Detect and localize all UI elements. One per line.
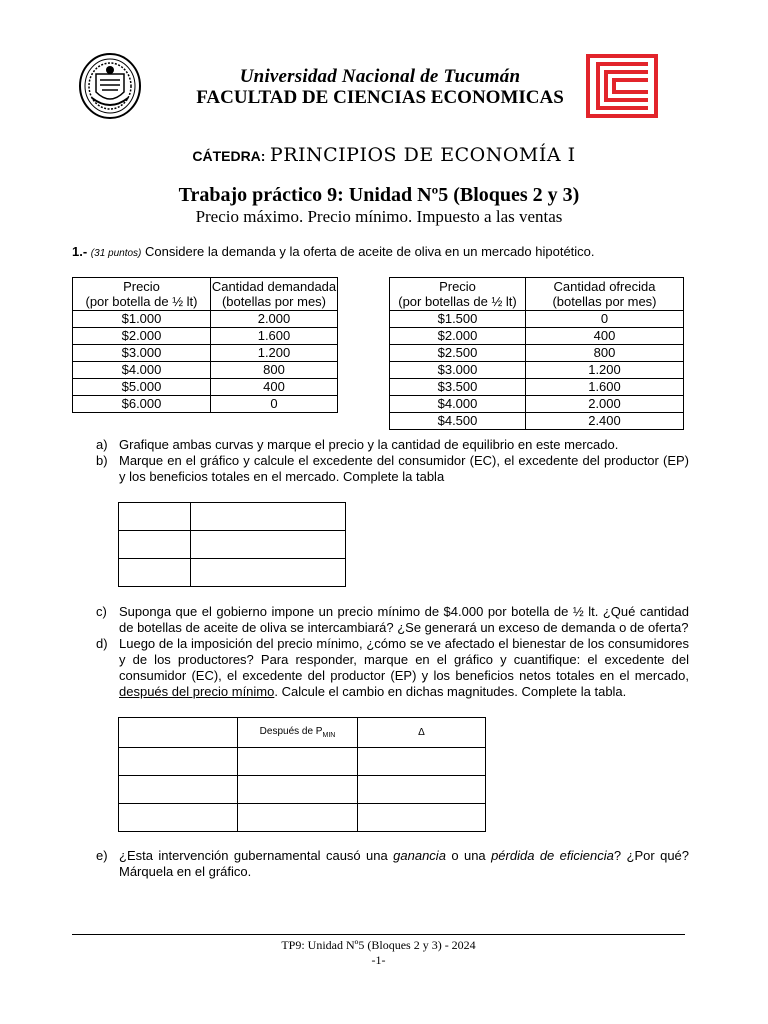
demand-header-price-text: Precio (por botella de ½ lt) (85, 279, 198, 309)
item-letter: c) (96, 604, 107, 619)
after-header-sub: MIN (322, 732, 336, 739)
table-cell: $5.000 (73, 379, 211, 396)
table-cell: 400 (526, 328, 684, 345)
table-row (390, 379, 684, 396)
table-cell[interactable] (119, 503, 191, 531)
table-cell[interactable] (238, 748, 358, 776)
table-cell[interactable] (238, 776, 358, 804)
table-cell[interactable] (119, 718, 238, 748)
table-cell: $4.000 (390, 396, 526, 413)
table-cell: 1.200 (211, 345, 338, 362)
table-cell: $3.500 (390, 379, 526, 396)
faculty-name: FACULTAD DE CIENCIAS ECONOMICAS (196, 87, 564, 108)
table-cell: $3.000 (73, 345, 211, 362)
table-cell: $2.000 (73, 328, 211, 345)
table-row (119, 718, 486, 748)
item-letter: e) (96, 848, 108, 863)
table-row (390, 362, 684, 379)
demand-header-qty-text: Cantidad demandada (botellas por mes) (211, 279, 337, 309)
table-cell: $1.000 (73, 311, 211, 328)
item-text (119, 636, 689, 700)
item-e-text-2: o una (445, 848, 492, 863)
table-row (73, 379, 338, 396)
table-cell: $2.000 (390, 328, 526, 345)
item-e-text-3: ? ¿Por qué? Márquela en el gráfico. (119, 848, 690, 879)
table-cell: 1.600 (211, 328, 338, 345)
question-number: 1.- (72, 244, 88, 259)
table-row (119, 531, 346, 559)
university-name: Universidad Nacional de Tucumán (239, 66, 521, 87)
table-cell: 2.000 (211, 311, 338, 328)
table-row (73, 328, 338, 345)
item-b (96, 453, 689, 484)
delta-header: Δ (358, 718, 486, 748)
table-cell[interactable] (119, 776, 238, 804)
item-e-italic-2: pérdida de eficiencia (491, 848, 614, 863)
table-cell: 800 (526, 345, 684, 362)
table-row (119, 776, 486, 804)
page-number: -1- (371, 953, 386, 967)
table-cell[interactable] (119, 531, 191, 559)
table-cell[interactable] (119, 804, 238, 832)
item-text (119, 848, 689, 880)
item-d-text-after: . Calcule el cambio en dichas magnitudes. Complete la tabla. (274, 684, 627, 699)
item-letter: a) (96, 437, 108, 452)
table-cell: 0 (211, 396, 338, 413)
supply-header-qty (526, 278, 684, 311)
catedra-name: PRINCIPIOS DE ECONOMÍA I (269, 144, 576, 166)
item-letter: b) (96, 453, 108, 468)
after-header-text: Después de P (259, 726, 323, 737)
table-row (73, 311, 338, 328)
table-row (73, 396, 338, 413)
page-title: Trabajo práctico 9: Unidad Nº5 (Bloques 2 y 3) (178, 184, 580, 206)
table-cell[interactable] (119, 559, 191, 587)
table-cell[interactable] (119, 748, 238, 776)
table-cell: $3.000 (390, 362, 526, 379)
supply-table (389, 277, 684, 430)
table-cell[interactable] (191, 531, 346, 559)
surplus-table (118, 502, 346, 587)
university-seal-icon (78, 52, 142, 120)
table-row (119, 559, 346, 587)
item-d (96, 636, 689, 699)
item-text: Marque en el gráfico y calcule el excedente del consumidor (EC), el excedente del productor (EP) y los beneficios totales en el mercado. Complete la tabla (119, 453, 689, 484)
footer-divider (72, 934, 685, 935)
supply-header-price-text: Precio (por botellas de ½ lt) (398, 279, 517, 309)
table-cell: 800 (211, 362, 338, 379)
faculty-logo-icon (586, 54, 658, 118)
table-cell: 0 (526, 311, 684, 328)
table-cell: $4.500 (390, 413, 526, 430)
table-cell[interactable] (191, 503, 346, 531)
table-row (119, 503, 346, 531)
table-cell[interactable] (191, 559, 346, 587)
table-row (390, 396, 684, 413)
demand-header-price (73, 278, 211, 311)
item-d-text-before: Luego de la imposición del precio mínimo, ¿cómo se ve afectado el bienestar de los consumidores y de los productores? Para responder, marque en el gráfico y cuantifique: el excedente del consumidor (EC), el excedente del productor (EP) y los beneficios netos totales en el mercado, (119, 636, 689, 683)
table-row (119, 804, 486, 832)
question-text: Considere la demanda y la oferta de aceite de oliva en un mercado hipotético. (145, 244, 595, 259)
table-row (390, 311, 684, 328)
catedra-line (0, 144, 768, 166)
item-a (96, 437, 619, 453)
table-cell: 2.000 (526, 396, 684, 413)
table-cell: $4.000 (73, 362, 211, 379)
table-row (390, 328, 684, 345)
table-cell: 400 (211, 379, 338, 396)
footer (72, 938, 685, 968)
after-header (238, 718, 358, 748)
item-text: Suponga que el gobierno impone un precio mínimo de $4.000 por botella de ½ lt. ¿Qué cantidad de botellas de aceite de oliva se intercambiará? ¿Se generará un exceso de demanda o de oferta? (119, 604, 689, 635)
table-row (73, 345, 338, 362)
table-cell[interactable] (238, 804, 358, 832)
table-cell[interactable] (358, 776, 486, 804)
table-row (390, 413, 684, 430)
item-d-underlined: después del precio mínimo (119, 684, 275, 699)
item-e (96, 848, 690, 879)
table-row (73, 362, 338, 379)
table-cell: 1.200 (526, 362, 684, 379)
footer-title: TP9: Unidad Nº5 (Bloques 2 y 3) - 2024 (281, 938, 476, 952)
table-cell[interactable] (358, 748, 486, 776)
supply-header-price (390, 278, 526, 311)
table-cell: 2.400 (526, 413, 684, 430)
question-points: (31 puntos) (90, 248, 142, 259)
item-text: Grafique ambas curvas y marque el precio y la cantidad de equilibrio en este mercado. (119, 437, 619, 452)
page-subtitle: Precio máximo. Precio mínimo. Impuesto a las ventas (195, 207, 563, 226)
table-row (119, 748, 486, 776)
question-1 (72, 244, 712, 259)
table-cell: $6.000 (73, 396, 211, 413)
table-cell: $2.500 (390, 345, 526, 362)
table-cell: $1.500 (390, 311, 526, 328)
item-c (96, 604, 689, 635)
table-cell[interactable] (358, 804, 486, 832)
item-e-italic-1: ganancia (393, 848, 446, 863)
item-letter: d) (96, 636, 108, 651)
catedra-label: CÁTEDRA: (192, 148, 266, 164)
table-row (390, 345, 684, 362)
demand-table (72, 277, 338, 413)
demand-header-qty (211, 278, 338, 311)
supply-header-qty-text: Cantidad ofrecida (botellas por mes) (552, 279, 657, 309)
item-e-text-1: ¿Esta intervención gubernamental causó una (119, 848, 394, 863)
after-min-price-table (118, 717, 486, 832)
table-cell: 1.600 (526, 379, 684, 396)
